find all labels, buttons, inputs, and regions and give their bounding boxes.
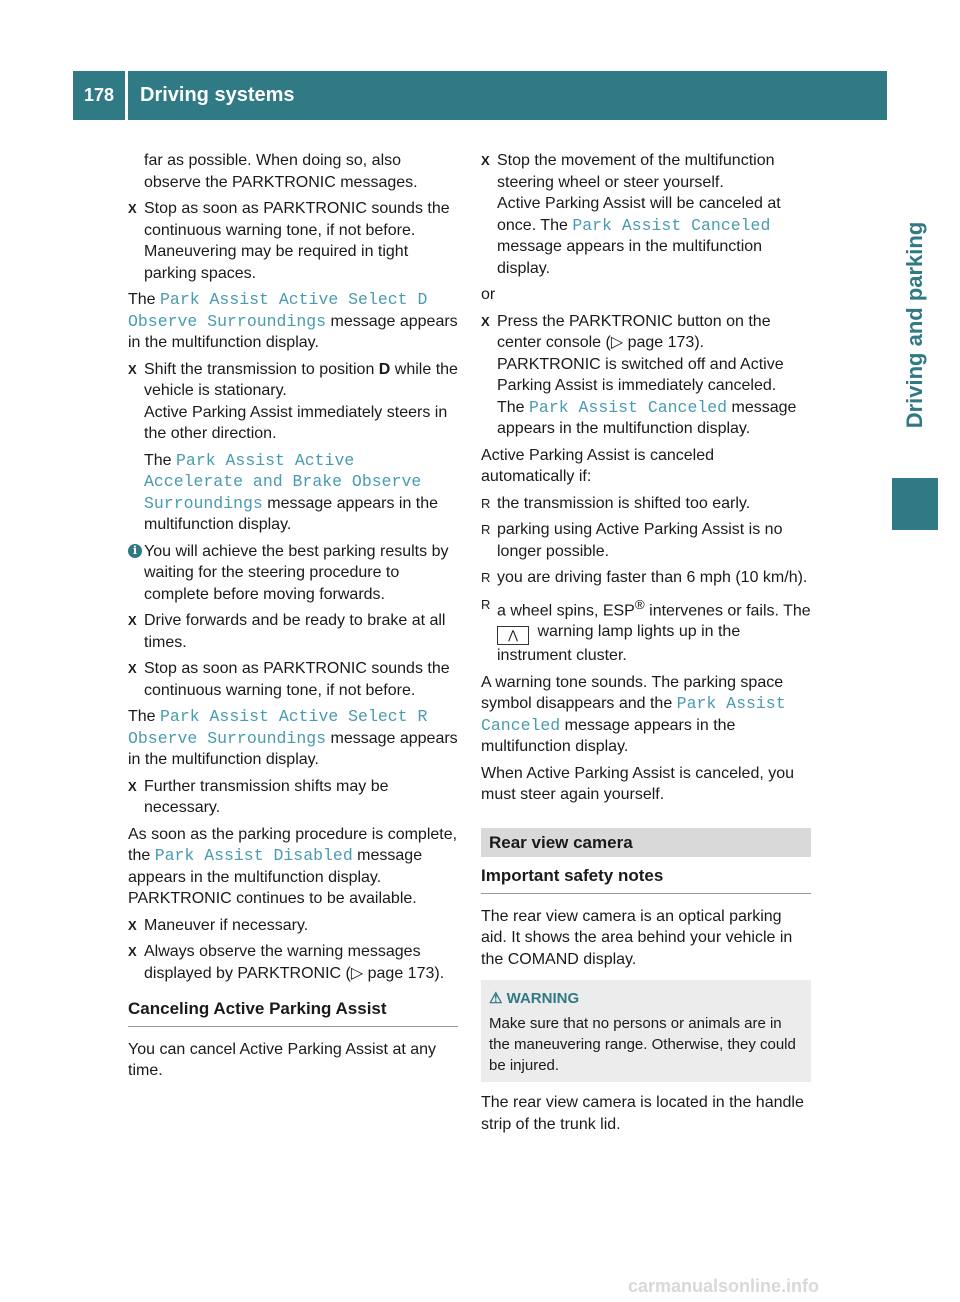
paragraph: As soon as the parking procedure is complete, the Park Assist Disabled message appears in the multifunction display. PARKTRONIC continues to be available. [128, 825, 458, 907]
step: X Maneuver if necessary. [128, 915, 458, 937]
arrow-icon: X [128, 613, 137, 628]
paragraph: You can cancel Active Parking Assist at any time. [128, 1040, 437, 1079]
paragraph: The Park Assist Active Accelerate and Brake Observe Surroundings message appears in the multifunction display. [144, 450, 439, 533]
section-heading: Important safety notes [481, 865, 811, 894]
arrow-icon: X [128, 778, 137, 794]
list-item: R parking using Active Parking Assist is no longer possible. [481, 521, 783, 560]
paragraph: The rear view camera is an optical parking aid. It shows the area behind your vehicle in the COMAND display. [481, 907, 793, 968]
display-message: Park Assist Disabled [154, 846, 353, 865]
warning-text: Make sure that no persons or animals are in the maneuvering range. Otherwise, they could be injured. [489, 1015, 796, 1075]
info-note: i You will achieve the best parking results by waiting for the steering procedure to complete before moving forwards. [128, 541, 458, 606]
page-number: 178 [73, 71, 125, 120]
bullet-icon: R [481, 570, 491, 585]
arrow-icon: X [481, 313, 490, 329]
paragraph: When Active Parking Assist is canceled, you must steer again yourself. [481, 764, 795, 804]
section-box-title: Rear view camera [481, 828, 811, 858]
bullet-icon: R [481, 495, 491, 511]
paragraph: far as possible. When doing so, also observe the PARKTRONIC messages. [144, 152, 418, 191]
paragraph: The rear view camera is located in the handle strip of the trunk lid. [481, 1094, 804, 1133]
display-message: Park Assist Canceled [529, 397, 728, 417]
paragraph: Active Parking Assist is canceled automatically if: [481, 446, 714, 485]
side-tab-label: Driving and parking [902, 221, 927, 429]
arrow-icon: X [128, 944, 137, 959]
watermark: carmanualsonline.info [628, 1276, 820, 1296]
esp-warning-lamp-icon: ⋀ [497, 626, 529, 645]
display-message: Park Assist Active Select R Observe Surroundings [128, 707, 428, 748]
arrow-icon: X [481, 153, 490, 168]
warning-triangle-icon: ⚠ [489, 990, 507, 1008]
arrow-icon: X [128, 917, 137, 933]
step: X Always observe the warning messages displayed by PARKTRONIC (▷ page 173). [128, 943, 445, 982]
paragraph: The Park Assist Active Select R Observe Surroundings message appears in the multifunction display. [128, 707, 458, 768]
step: X Press the PARKTRONIC button on the center console (▷ page 173). PARKTRONIC is switched off and Active Parking Assist is immediately canceled. The Park Assist Canceled message appears in the multifunction display. [481, 312, 797, 437]
section-title: Driving systems [128, 71, 887, 120]
step: X Drive forwards and be ready to brake at all times. [128, 612, 446, 651]
arrow-icon: X [128, 361, 137, 377]
step: X Stop as soon as PARKTRONIC sounds the continuous warning tone, if not before. Maneuvering may be required in tight parking spaces. [128, 200, 450, 282]
display-message: Park Assist Active Accelerate and Brake Observe Surroundings [144, 450, 422, 513]
step: X Further transmission shifts may be necessary. [128, 777, 389, 816]
bullet-icon: R [481, 522, 491, 537]
bullet-icon: R [481, 596, 491, 612]
paragraph: or [481, 286, 496, 303]
section-heading: Canceling Active Parking Assist [128, 998, 458, 1027]
display-message: Park Assist Canceled [572, 215, 771, 235]
side-tab [892, 120, 938, 530]
paragraph: A warning tone sounds. The parking space symbol disappears and the Park Assist Canceled message appears in the multifunction display. [481, 673, 786, 756]
list-item: R you are driving faster than 6 mph (10 km/h). [481, 567, 811, 589]
side-tab-marker [892, 478, 938, 530]
arrow-icon: X [128, 201, 137, 216]
step: X Shift the transmission to position D while the vehicle is stationary. Active Parking Assist immediately steers in the other direction. [128, 360, 458, 442]
info-icon: i [128, 544, 142, 558]
paragraph: The Park Assist Active Select D Observe Surroundings message appears in the multifunction display. [128, 290, 458, 351]
list-item: R a wheel spins, ESP® intervenes or fails. The ⋀ warning lamp lights up in the instrument cluster. [481, 594, 811, 667]
warning-box [481, 980, 811, 1082]
display-message: Park Assist Active Select D Observe Surroundings [128, 290, 428, 331]
arrow-icon: X [128, 661, 137, 676]
warning-title: ⚠ WARNING [489, 990, 580, 1008]
right-column [481, 150, 811, 1140]
left-column [128, 150, 458, 1087]
step: X Stop the movement of the multifunction steering wheel or steer yourself. Active Parking Assist will be canceled at once. The Park Assist Canceled message appears in the multifunction display. [481, 152, 781, 277]
step: X Stop as soon as PARKTRONIC sounds the continuous warning tone, if not before. [128, 660, 450, 699]
display-message: Park Assist Canceled [481, 694, 786, 735]
list-item: R the transmission is shifted too early. [481, 493, 811, 515]
